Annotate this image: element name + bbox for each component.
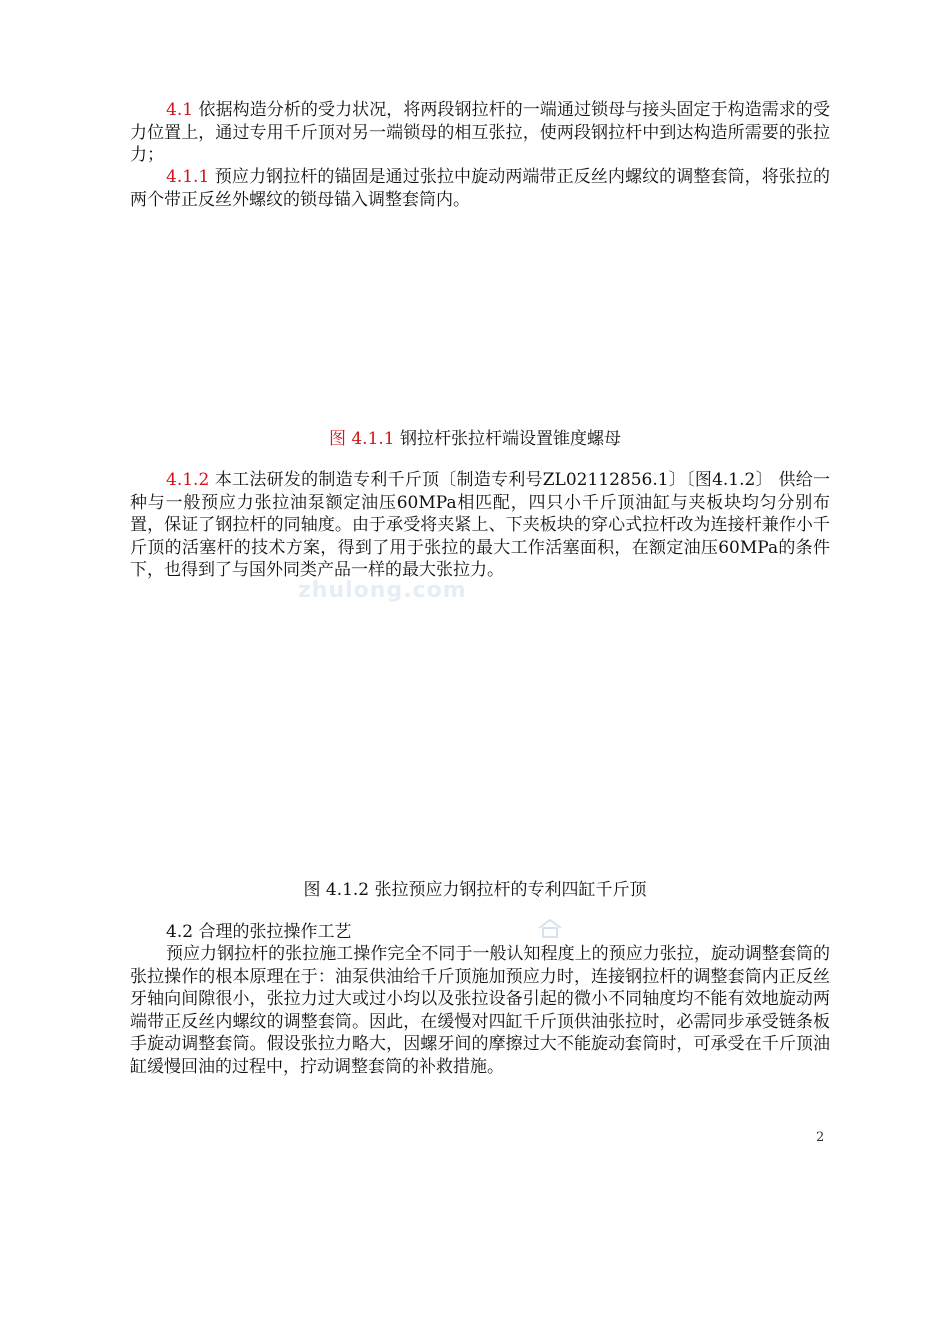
section-number: 4.1.1 <box>166 167 210 187</box>
section-number: 4.1 <box>166 100 194 120</box>
paragraph-text: 预应力钢拉杆的锚固是通过张拉中旋动两端带正反丝内螺纹的调整套筒，将张拉的两个带正反丝外螺纹的锁母锚入调整套筒内。 <box>130 167 830 210</box>
figure-caption-4-1-2: 图 4.1.2 张拉预应力钢拉杆的专利四缸千斤顶 <box>303 880 647 900</box>
watermark-house-icon <box>537 918 563 938</box>
paragraph-text: 依据构造分析的受力状况，将两段钢拉杆的一端通过锁母与接头固定于构造需求的受力位置上，通过专用千斤顶对另一端锁母的相互张拉，使两段钢拉杆中到达构造所需要的张拉力； <box>130 100 830 165</box>
paragraph-4-1-2 <box>130 469 830 582</box>
paragraph-4-1 <box>130 99 830 167</box>
figure-label: 图 4.1.1 <box>328 429 395 449</box>
page-number: 2 <box>816 1130 825 1145</box>
figure-caption-4-1-1 <box>0 428 950 450</box>
section-heading-4-2: 4.2 合理的张拉操作工艺 <box>166 922 352 942</box>
paragraph-text: 预应力钢拉杆的张拉施工操作完全不同于一般认知程度上的预应力张拉，旋动调整套筒的张拉操作的根本原理在于：油泵供油给千斤顶施加预应力时，连接钢拉杆的调整套筒内正反丝牙轴向间隙很小，张拉力过大或过小均以及张拉设备引起的微小不同轴度均不能有效地旋动两端带正反丝内螺纹的调整套筒。因此，在缓慢对四缸千斤顶供油张拉时，必需同步承受链条板手旋动调整套筒。假设张拉力略大，因螺牙间的摩擦过大不能旋动套筒时，可承受在千斤顶油缸缓慢回油的过程中，拧动调整套筒的补救措施。 <box>130 944 830 1077</box>
figure-title: 钢拉杆张拉杆端设置锥度螺母 <box>394 429 622 449</box>
section-number: 4.1.2 <box>166 470 210 490</box>
paragraph-text: 本工法研发的制造专利千斤顶〔制造专利号ZL02112856.1〕〔图4.1.2〕 供给一种与一般预应力张拉油泵额定油压60MPa相匹配，四只小千斤顶油缸与夹板块均匀分别布置，保证了钢拉杆的同轴度。由于承受将夹紧上、下夹板块的穿心式拉杆改为连接杆兼作小千斤顶的活塞杆的技术方案，得到了用于张拉的最大工作活塞面积，在额定油压60MPa的条件下，也得到了与国外同类产品一样的最大张拉力。 <box>130 470 830 580</box>
paragraph-4-1-1 <box>130 166 830 211</box>
paragraph-4-2-body <box>130 943 830 1078</box>
watermark: zhulong.com <box>298 578 467 603</box>
